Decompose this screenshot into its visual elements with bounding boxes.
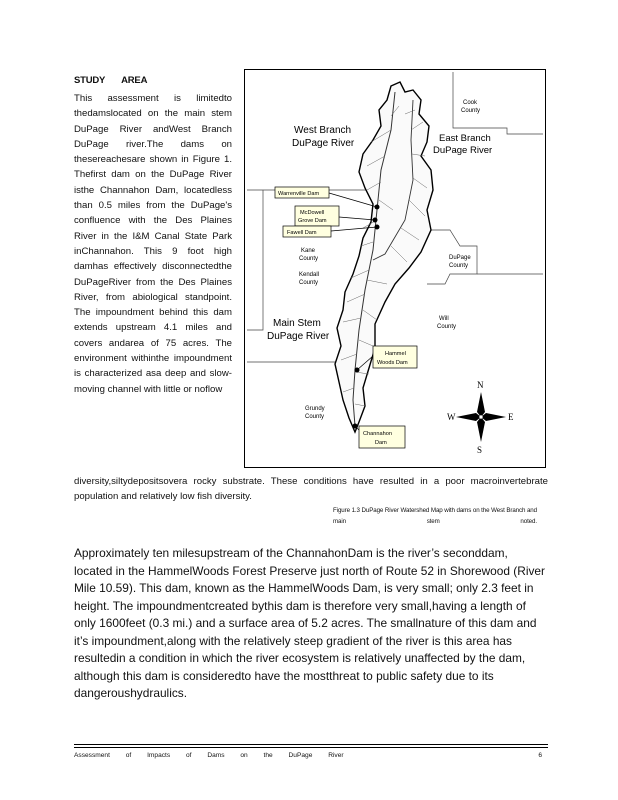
cook-county-label-1: Cook <box>463 100 478 106</box>
grundy-county-label-2: County <box>305 414 325 420</box>
kane-county-label-2: County <box>299 256 319 262</box>
figure-caption: Figure 1.3 DuPage River Watershed Map with dams on the West Branch and main stem noted. <box>333 507 537 525</box>
compass-east: E <box>508 412 514 422</box>
kane-county-label-1: Kane <box>301 248 316 254</box>
channahon-dam-label-1: Channahon <box>363 431 392 437</box>
compass-west: W <box>447 412 456 422</box>
cook-county-label-2: County <box>461 108 481 114</box>
west-branch-label-2: DuPage River <box>292 138 355 149</box>
east-branch-label-2: DuPage River <box>433 145 493 156</box>
body-paragraph-hammel: Approximately ten milesupstream of the ChannahonDam is the river’s seconddam, located in the HammelWoods Forest Preserve just north of Route 52 in Shorewood (River Mile 10.59). This dam, known as the HammelWoods Dam, is very small; only 2.3 feet in height. The impoundmentcreated bythis dam is therefore very small,having a length of only 1600feet (0.3 mi.) and a surface area of 5.2 acres. The smallnature of this dam and it’s impoundment,along with the relatively steep gradient of the river is this area has resultedin a condition in which the river ecosystem is relatively unaffected by the dam, although this dam is consideredto have the mostthreat to public safety due to its dangeroushydraulics. <box>74 546 546 700</box>
will-county-label-2: County <box>437 324 457 330</box>
warrenville-dam-label: Warrenville Dam <box>278 191 320 197</box>
grundy-county-label-1: Grundy <box>305 406 325 412</box>
footer-title: Assessment of Impacts of Dams on the DuPage River <box>74 752 344 759</box>
hammel-dam-label-2: Woods Dam <box>377 360 408 366</box>
page-number: 6 <box>538 752 542 759</box>
channahon-dam-label-2: Dam <box>375 440 387 446</box>
fawell-dam-label: Fawell Dam <box>287 230 317 236</box>
intro-paragraph-continued: diversity,siltydepositsovera rocky substrate. These conditions have resulted in a poor macroinvertebrate population and relatively low fish diversity. <box>74 476 548 503</box>
compass-north: N <box>477 380 484 390</box>
main-stem-label-1: Main Stem <box>273 318 321 329</box>
will-county-label-1: Will <box>439 316 449 322</box>
dupage-county-label-1: DuPage <box>449 255 471 261</box>
mcdowell-dam-label-1: McDowell <box>300 210 325 216</box>
west-branch-label-1: West Branch <box>294 125 352 136</box>
hammel-dam-label-1: Hammel <box>385 351 406 357</box>
mcdowell-dam-label-2: Grove Dam <box>298 218 327 224</box>
intro-paragraph-column: This assessment is limitedto thedamslocated on the main stem DuPage River andWest Branch DuPage river.The dams on thesereachesare shown in Figure 1. Thefirst dam on the DuPage River isthe Channahon Dam, locatedless than 0.5 miles from the DuPage's confluence with the Des Plaines River in the I&M Canal State Park inChannahon. This 9 foot high damhas effectively disconnectedthe DuPageRiver from the Des Plaines River, from abiological standpoint. The impoundment behind this dam extends upstream 4.1 miles and covers andarea of 75 acres. The environment withinthe impoundment is characterized asa deep and slow-moving channel with little or noflow <box>74 93 232 395</box>
compass-rose-icon <box>447 380 514 455</box>
kendall-county-label-1: Kendall <box>299 272 320 278</box>
kendall-county-label-2: County <box>299 280 319 286</box>
watershed-map-figure <box>244 69 546 468</box>
main-stem-label-2: DuPage River <box>267 331 330 342</box>
dupage-county-label-2: County <box>449 263 469 269</box>
compass-south: S <box>477 445 483 455</box>
footer-divider <box>74 744 548 748</box>
section-heading: STUDY AREA <box>74 75 148 86</box>
east-branch-label-1: East Branch <box>439 133 491 144</box>
